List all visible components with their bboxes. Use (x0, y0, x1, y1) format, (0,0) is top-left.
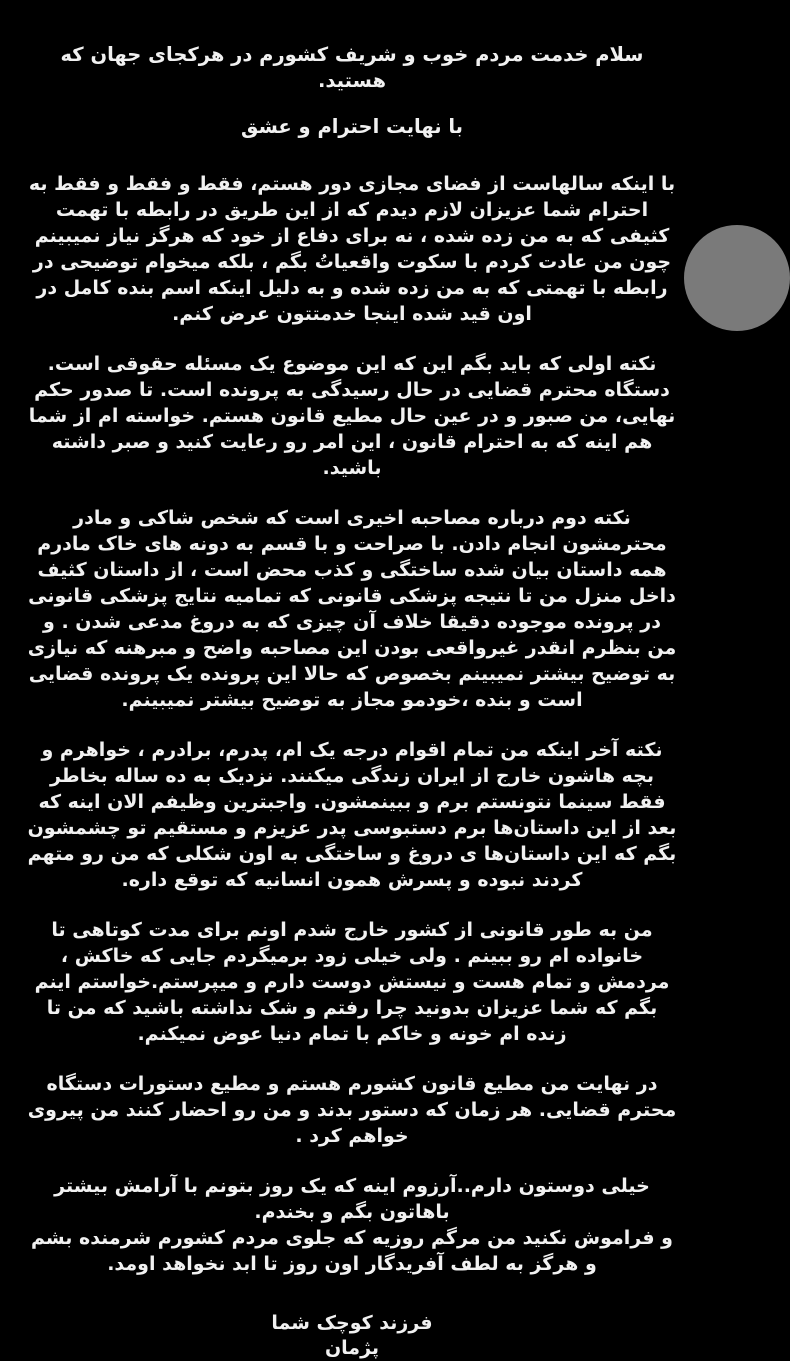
signature-block (26, 1311, 678, 1361)
letter-paragraph-wish: خیلی دوستون دارم..آرزوم اینه که یک روز بتونم با آرامش بیشتر باهاتون بگم و بخندم. (54, 1175, 650, 1223)
letter-paragraph-final-note: و فراموش نکنید من مرگم روزیه که جلوی مردم کشورم شرمنده بشم و هرگز به لطف آفریدگار اون روز تا ابد نخواهد اومد. (31, 1227, 673, 1275)
letter-paragraph-intro: با اینکه سالهاست از فضای مجازی دور هستم، فقط و فقط و فقط به احترام شما عزیزان لازم دیدم که از این طریق در رابطه با تهمت کثیفی که به من زده شده ، نه برای دفاع از خود که هرگز نیاز نمیبینم چون من عادت کردم با سکوت واقعیاتُ بگم ، بلکه میخوام توضیحی در رابطه با تهمتی که به من زده شده و به دلیل اینکه اسم بنده کامل در اون قید شده اینجا خدمتتون عرض کنم. (28, 173, 676, 325)
edge-circle-decoration (684, 225, 790, 331)
letter-paragraph-leaving-country: من به طور قانونی از کشور خارج شدم اونم برای مدت کوتاهی تا خانواده ام رو ببینم . ولی خیلی زود برمیگردم جایی که خاکش ، مردمش و تمام هست و نیستش دوست دارم و میپرستم.خواستم اینم بگم که شما عزیزان بدونید چرا رفتم و شک نداشته باشید که من تا زنده ام خونه و خاکم با تمام دنیا عوض نمیکنم. (34, 919, 670, 1045)
salutation-line: با نهایت احترام و عشق (241, 115, 463, 138)
greeting-line: سلام خدمت مردم خوب و شریف کشورم در هرکجای جهان که هستید. (60, 43, 644, 92)
letter-paragraph-second-point: نکته دوم درباره مصاحبه اخیری است که شخص شاکی و مادر محترمشون انجام دادن. با صراحت و با قسم به دونه های خاک مادرم همه داستان بیان شده ساختگی و کذب محض است ، از داستان کثیف داخل منزل من تا نتیجه پزشکی قانونی که تمامیه نتایج پزشکی قانونی در پرونده موجوده دقیقا خلاف آن چیزی که به دروغ مدعی شدن . و من بنظرم انقدر غیرواقعی بودن این مصاحبه واضح و مبرهنه که نیازی به توضیح بیشتر نمیبینم بخصوص که حالا این پرونده یک پرونده قضایی است و بنده ،خودمو مجاز به توضیح بیشتر نمیبینم. (27, 507, 677, 711)
signature-role-line: فرزند کوچک شما (271, 1312, 433, 1334)
letter-paragraph-last-point: نکته آخر اینکه من تمام اقوام درجه یک ام، پدرم، برادرم ، خواهرم و بچه هاشون خارج از ایران زندگی میکنند. نزدیک به ده ساله بخاطر فقط سینما نتونستم برم و ببینمشون. واجبترین وظیفم الان اینه که بعد از این داستان‌ها برم دستبوسی پدر عزیزم و مستقیم تو چشمشون بگم که این داستان‌ها ی دروغ و ساختگی به اون شکلی که من رو متهم کردند نبوده و پسرش همون انسانیه که توقع داره. (27, 739, 677, 891)
signature-name-line: پژمان (324, 1337, 380, 1359)
letter-paragraph-first-point: نکته اولی که باید بگم این که این موضوع یک مسئله حقوقی است. دستگاه محترم قضایی در حال رسیدگی به پرونده است. تا صدور حکم نهایی، من صبور و در عین حال مطیع قانون هستم. خواسته ام از شما هم اینه که به احترام قانون ، این امر رو رعایت کنید و صبر داشته باشید. (28, 353, 676, 479)
letter-paragraph-obedience: در نهایت من مطیع قانون کشورم هستم و مطیع دستورات دستگاه محترم قضایی. هر زمان که دستور بدند و من رو احضار کنند من پیروی خواهم کرد . (27, 1073, 677, 1147)
